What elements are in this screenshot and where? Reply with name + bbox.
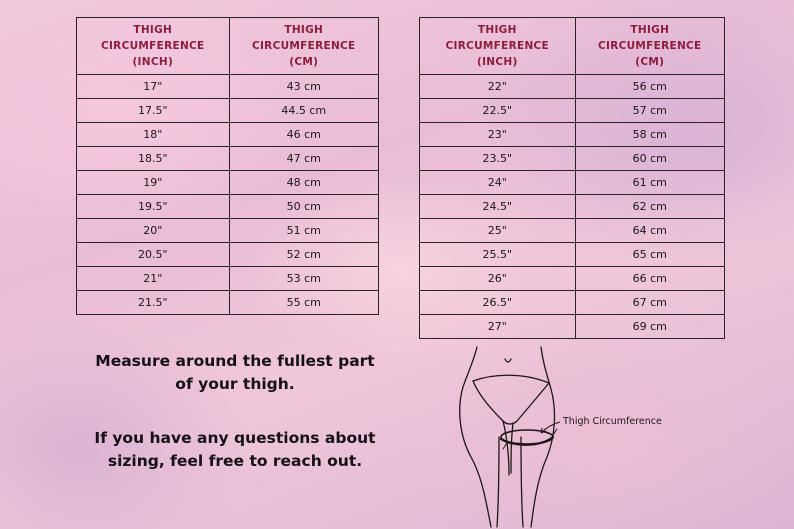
cm-cell: 56 cm [575, 75, 724, 99]
cm-cell: 67 cm [575, 291, 724, 315]
table-row [420, 219, 725, 243]
table-row [420, 243, 725, 267]
table-row [77, 75, 379, 99]
inch-cell: 19" [77, 171, 230, 195]
inch-cell: 21" [77, 267, 230, 291]
cm-cell: 53 cm [229, 267, 379, 291]
header-inch: THIGH CIRCUMFERENCE (INCH) [420, 18, 576, 75]
cm-cell: 60 cm [575, 147, 724, 171]
table-row [420, 315, 725, 339]
cm-cell: 65 cm [575, 243, 724, 267]
table-row [77, 243, 379, 267]
table-row [420, 291, 725, 315]
header-cm: THIGH CIRCUMFERENCE (CM) [229, 18, 379, 75]
inch-cell: 26.5" [420, 291, 576, 315]
inch-cell: 23.5" [420, 147, 576, 171]
cm-cell: 55 cm [229, 291, 379, 315]
cm-cell: 69 cm [575, 315, 724, 339]
measure-instruction: Measure around the fullest part of your thigh. [95, 352, 375, 393]
table-row [77, 291, 379, 315]
table-header-row [77, 18, 379, 75]
inch-cell: 23" [420, 123, 576, 147]
table-row [77, 147, 379, 171]
size-table-right [419, 17, 725, 339]
inch-cell: 25.5" [420, 243, 576, 267]
table-row [77, 99, 379, 123]
thigh-circumference-label: Thigh Circumference [563, 416, 662, 427]
inch-cell: 24.5" [420, 195, 576, 219]
cm-cell: 62 cm [575, 195, 724, 219]
header-cm: THIGH CIRCUMFERENCE (CM) [575, 18, 724, 75]
cm-cell: 57 cm [575, 99, 724, 123]
table-row [420, 147, 725, 171]
cm-cell: 64 cm [575, 219, 724, 243]
inch-cell: 20.5" [77, 243, 230, 267]
inch-cell: 18.5" [77, 147, 230, 171]
header-inch: THIGH CIRCUMFERENCE (INCH) [77, 18, 230, 75]
cm-cell: 51 cm [229, 219, 379, 243]
inch-cell: 26" [420, 267, 576, 291]
table-row [420, 123, 725, 147]
table-row [77, 195, 379, 219]
questions-note: If you have any questions about sizing, feel free to reach out. [94, 429, 376, 470]
inch-cell: 19.5" [77, 195, 230, 219]
table-row [420, 171, 725, 195]
inch-cell: 24" [420, 171, 576, 195]
table-row [420, 267, 725, 291]
table-row [77, 171, 379, 195]
cm-cell: 47 cm [229, 147, 379, 171]
inch-cell: 21.5" [77, 291, 230, 315]
cm-cell: 61 cm [575, 171, 724, 195]
cm-cell: 48 cm [229, 171, 379, 195]
inch-cell: 27" [420, 315, 576, 339]
inch-cell: 17.5" [77, 99, 230, 123]
table-row [77, 219, 379, 243]
table-row [420, 99, 725, 123]
inch-cell: 25" [420, 219, 576, 243]
cm-cell: 43 cm [229, 75, 379, 99]
inch-cell: 22" [420, 75, 576, 99]
table-row [77, 123, 379, 147]
table-header-row [420, 18, 725, 75]
cm-cell: 46 cm [229, 123, 379, 147]
table-row [420, 75, 725, 99]
inch-cell: 22.5" [420, 99, 576, 123]
inch-cell: 18" [77, 123, 230, 147]
cm-cell: 44.5 cm [229, 99, 379, 123]
cm-cell: 58 cm [575, 123, 724, 147]
cm-cell: 52 cm [229, 243, 379, 267]
cm-cell: 66 cm [575, 267, 724, 291]
size-table-left [76, 17, 379, 315]
inch-cell: 20" [77, 219, 230, 243]
table-row [420, 195, 725, 219]
cm-cell: 50 cm [229, 195, 379, 219]
callout-arrow-icon [538, 418, 562, 438]
table-row [77, 267, 379, 291]
inch-cell: 17" [77, 75, 230, 99]
